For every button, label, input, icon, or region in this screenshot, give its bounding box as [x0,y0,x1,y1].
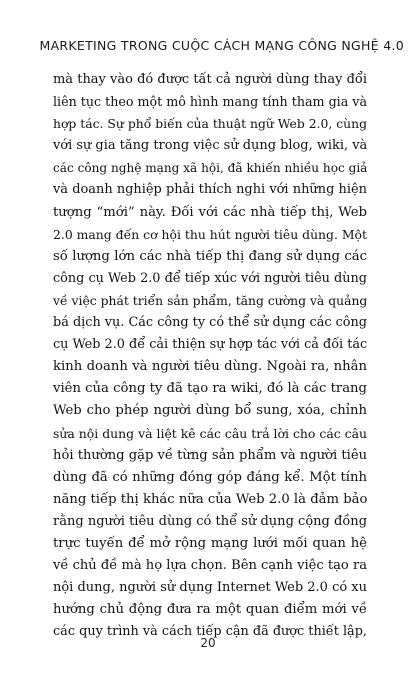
text-line: và doanh nghiệp phải thích nghi với những hiện [53,182,367,198]
text-line: số lượng lớn các nhà tiếp thị đang sử dụng các [53,248,367,264]
text-line: với sự gia tăng trong việc sử dụng blog, wiki, và [53,138,368,154]
text-line: 2.0 mang đến cơ hội thu hút người tiêu dùng. Một [53,226,367,242]
text-line: công cụ Web 2.0 để tiếp xúc với người tiêu dùng [53,270,367,286]
text-line: rằng người tiêu dùng có thể sử dụng cộng đồng [53,513,368,529]
text-line: bá dịch vụ. Các công ty có thể sử dụng các công [53,315,367,331]
text-line: cụ Web 2.0 để cải thiện sự hợp tác với cả đối tác [53,337,368,353]
text-line: sửa nội dung và liệt kê các câu trả lời cho các câu [53,425,368,441]
text-line: liên tục theo một mô hình mang tính tham gia và [53,94,367,110]
text-line: nội dung, người sử dụng Internet Web 2.0 có xu [53,580,367,596]
text-line: kinh doanh và người tiêu dùng. Ngoài ra, nhân [53,359,367,375]
text-line: Web cho phép người dùng bổ sung, xóa, chỉnh [53,403,367,419]
text-line: năng tiếp thị khác nữa của Web 2.0 là đảm bảo [53,491,368,507]
text-line: tượng “mới” này. Đối với các nhà tiếp thị, Web [53,204,367,220]
text-line: dùng đã có những đóng góp đáng kể. Một tính [53,469,367,485]
text-line: mà thay vào đó được tất cả người dùng thay đổi [53,72,367,87]
text-line: hướng chủ động đưa ra một quan điểm mới về [53,602,367,618]
text-line: các quy trình và cách tiếp cận đã được thiết lập, [53,624,367,640]
text-line: về chủ đề mà họ lựa chọn. Bên cạnh việc tạo ra [53,558,367,574]
text-line: hỏi thường gặp về từng sản phẩm và người tiêu [53,447,368,463]
text-line: trực tuyến để mở rộng mạng lưới mối quan hệ [53,535,367,551]
text-line: các công nghệ mạng xã hội, đã khiến nhiều học giả [53,161,368,176]
body-text [53,69,367,643]
text-line: về việc phát triển sản phẩm, tăng cường và quảng [53,293,368,308]
text-line: hợp tác. Sự phổ biến của thuật ngữ Web 2.0, cùng [53,117,367,132]
text-line: viên của công ty đã tạo ra wiki, đó là các trang [53,381,367,397]
running-header: MARKETING TRONG CUỘC CÁCH MẠNG CÔNG NGHỆ 4.0 [39,38,404,53]
page-number: 20 [200,636,216,650]
